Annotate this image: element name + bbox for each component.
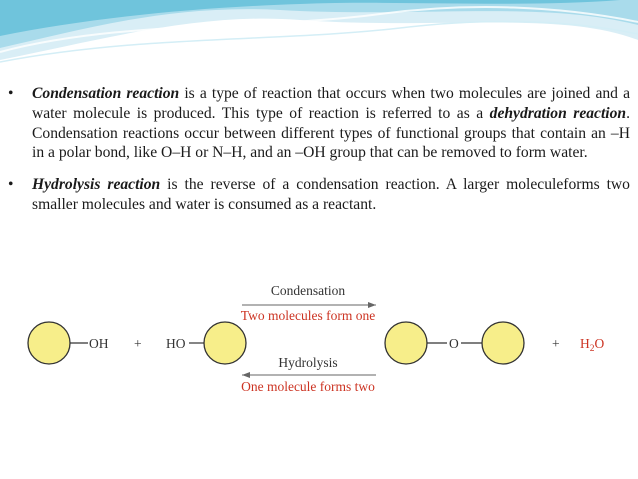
bullet-body-1: is a type of reaction that occurs when two molecules are joined and a water molecule is produced. This type of reaction is referred to as a bbox=[32, 85, 630, 122]
condensation-caption: Two molecules form one bbox=[240, 308, 376, 323]
bullet-body-2: . Condensation reactions occur between different types of functional groups that contain an –H in a polar bond, like O–H or N–H, and an –OH group that can be removed to form water. bbox=[32, 104, 630, 162]
term-hydrolysis-reaction: Hydrolysis reaction bbox=[32, 176, 161, 194]
bullet-marker: • bbox=[8, 85, 14, 102]
group-ho: HO bbox=[166, 336, 186, 351]
condensation-label: Condensation bbox=[270, 283, 346, 298]
reaction-diagram bbox=[20, 273, 632, 413]
water-o: O bbox=[594, 336, 605, 351]
linking-oxygen: O bbox=[449, 336, 459, 351]
term-condensation-reaction: Condensation reaction bbox=[32, 85, 180, 102]
bullet-text bbox=[32, 176, 630, 213]
water-h: H bbox=[580, 336, 590, 351]
bullet-list bbox=[8, 84, 630, 215]
water-subscript: 2 bbox=[589, 344, 595, 354]
bullet-body-1: is the reverse of a condensation reaction. A larger moleculeforms two smaller molecules and water is consumed as a reactant. bbox=[32, 176, 630, 213]
bullet-text bbox=[32, 85, 630, 161]
molecule-circle bbox=[385, 322, 427, 364]
hydrolysis-caption: One molecule forms two bbox=[241, 379, 375, 394]
term-dehydration-reaction: dehydration reaction bbox=[489, 104, 627, 122]
molecule-circle bbox=[28, 322, 70, 364]
water-formula bbox=[580, 336, 605, 354]
plus-sign: + bbox=[134, 336, 142, 351]
bullet-hydrolysis bbox=[8, 175, 630, 215]
header-wave-decoration bbox=[0, 0, 638, 80]
bullet-condensation bbox=[8, 84, 630, 163]
molecule-circle bbox=[204, 322, 246, 364]
reverse-arrow-head bbox=[242, 372, 250, 378]
group-oh: OH bbox=[89, 336, 109, 351]
molecule-circle bbox=[482, 322, 524, 364]
plus-sign: + bbox=[552, 336, 560, 351]
bullet-marker: • bbox=[8, 176, 14, 194]
hydrolysis-label: Hydrolysis bbox=[278, 355, 338, 370]
